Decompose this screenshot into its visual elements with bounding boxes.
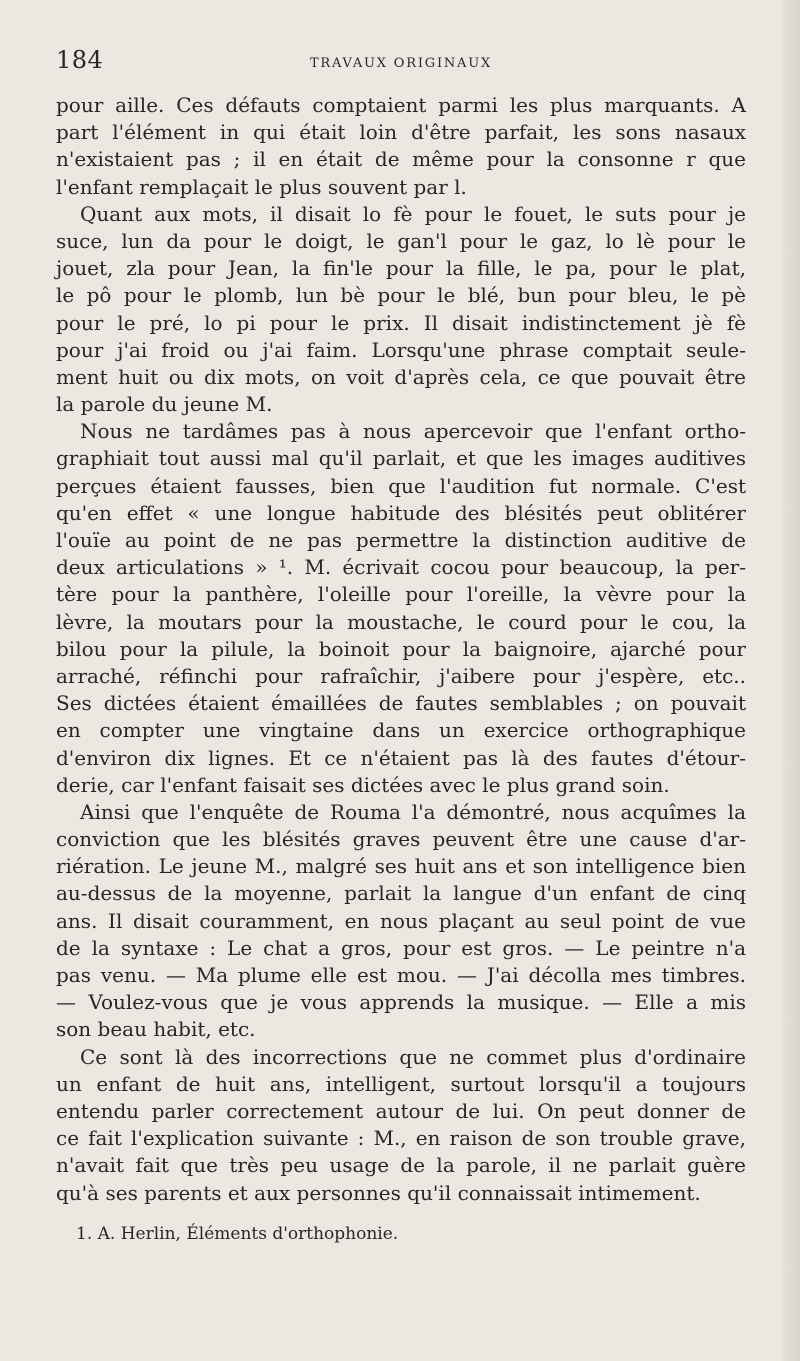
text-line: tère pour la panthère, l'oleille pour l'oreille, la vèvre pour la [56, 582, 746, 607]
text-line: conviction que les blésités graves peuvent être une cause d'ar- [56, 827, 746, 852]
text-line: suce, lun da pour le doigt, le gan'l pour le gaz, lo lè pour le [56, 228, 746, 253]
text-line: arraché, réfinchi pour rafraîchir, j'aibere pour j'espère, etc.. [56, 663, 746, 688]
text-line: derie, car l'enfant faisait ses dictées avec le plus grand soin. [56, 772, 670, 797]
running-head: TRAVAUX ORIGINAUX [309, 56, 493, 71]
text-line: la parole du jeune M. [56, 392, 273, 417]
text-line: ment huit ou dix mots, on voit d'après cela, ce que pouvait être [56, 364, 746, 389]
text-line: pas venu. — Ma plume elle est mou. — J'ai décolla mes timbres. [56, 963, 746, 987]
text-line: qu'à ses parents et aux personnes qu'il connaissait intimement. [56, 1180, 701, 1205]
text-line: Ce sont là des incorrections que ne commet plus d'ordinaire [80, 1044, 746, 1069]
text-line: pour j'ai froid ou j'ai faim. Lorsqu'une phrase comptait seule- [56, 337, 746, 362]
text-line: en compter une vingtaine dans un exercice orthographique [56, 718, 746, 743]
footnote-marker: 1. [76, 1224, 93, 1244]
body-text [56, 92, 746, 1207]
text-line: part l'élément in qui était loin d'être parfait, les sons nasaux [56, 120, 746, 145]
page-edge-shadow [782, 0, 800, 1361]
text-line: — Voulez-vous que je vous apprends la musique. — Elle a mis [56, 990, 746, 1015]
text-line: pour aille. Ces défauts comptaient parmi les plus marquants. A [56, 93, 746, 117]
text-line: lèvre, la moutars pour la moustache, le courd pour le cou, la [56, 609, 746, 634]
text-line: de la syntaxe : Le chat a gros, pour est gros. — Le peintre n'a [56, 935, 746, 960]
text-line: n'avait fait que très peu usage de la parole, il ne parlait guère [56, 1153, 746, 1178]
text-line: entendu parler correctement autour de lui. On peut donner de [56, 1098, 746, 1123]
text-line: Quant aux mots, il disait lo fè pour le fouet, le suts pour je [80, 201, 746, 226]
text-line: Ses dictées étaient émaillées de fautes semblables ; on pouvait [56, 691, 746, 716]
footnote [76, 1224, 398, 1244]
text-line: perçues étaient fausses, bien que l'audition fut normale. C'est [56, 473, 746, 498]
text-line: bilou pour la pilule, la boinoit pour la baignoire, ajarché pour [56, 636, 746, 661]
text-line: l'ouïe au point de ne pas permettre la distinction auditive de [56, 528, 746, 552]
text-line: pour le pré, lo pi pour le prix. Il disait indistinctement jè fè [56, 310, 746, 335]
text-line: ans. Il disait couramment, en nous plaçant au seul point de vue [56, 908, 746, 933]
text-line: qu'en effet « une longue habitude des blésités peut oblitérer [56, 500, 746, 525]
text-line: le pô pour le plomb, lun bè pour le blé, bun pour bleu, le pè [56, 283, 746, 308]
text-line: d'environ dix lignes. Et ce n'étaient pas là des fautes d'étour- [56, 745, 746, 770]
text-line: au-dessus de la moyenne, parlait la langue d'un enfant de cinq [56, 881, 746, 906]
text-line: son beau habit, etc. [56, 1017, 256, 1042]
text-line: graphiait tout aussi mal qu'il parlait, et que les images auditives [56, 446, 746, 471]
text-line: ce fait l'explication suivante : M., en raison de son trouble grave, [56, 1126, 746, 1151]
text-line: deux articulations » ¹. M. écrivait cocou pour beaucoup, la per- [56, 555, 746, 580]
text-line: riération. Le jeune M., malgré ses huit ans et son intelligence bien [56, 854, 746, 879]
text-line: n'existaient pas ; il en était de même pour la consonne r que [56, 147, 746, 172]
page-number: 184 [56, 46, 104, 74]
text-line: l'enfant remplaçait le plus souvent par l. [56, 174, 467, 199]
page-header [56, 46, 746, 76]
text-line: Nous ne tardâmes pas à nous apercevoir que l'enfant ortho- [80, 419, 746, 444]
text-line: un enfant de huit ans, intelligent, surtout lorsqu'il a toujours [56, 1071, 746, 1096]
text-line: jouet, zla pour Jean, la fin'le pour la fille, le pa, pour le plat, [56, 256, 746, 281]
footnote-text: A. Herlin, Éléments d'orthophonie. [97, 1224, 399, 1244]
text-line: Ainsi que l'enquête de Rouma l'a démontré, nous acquîmes la [80, 799, 746, 824]
